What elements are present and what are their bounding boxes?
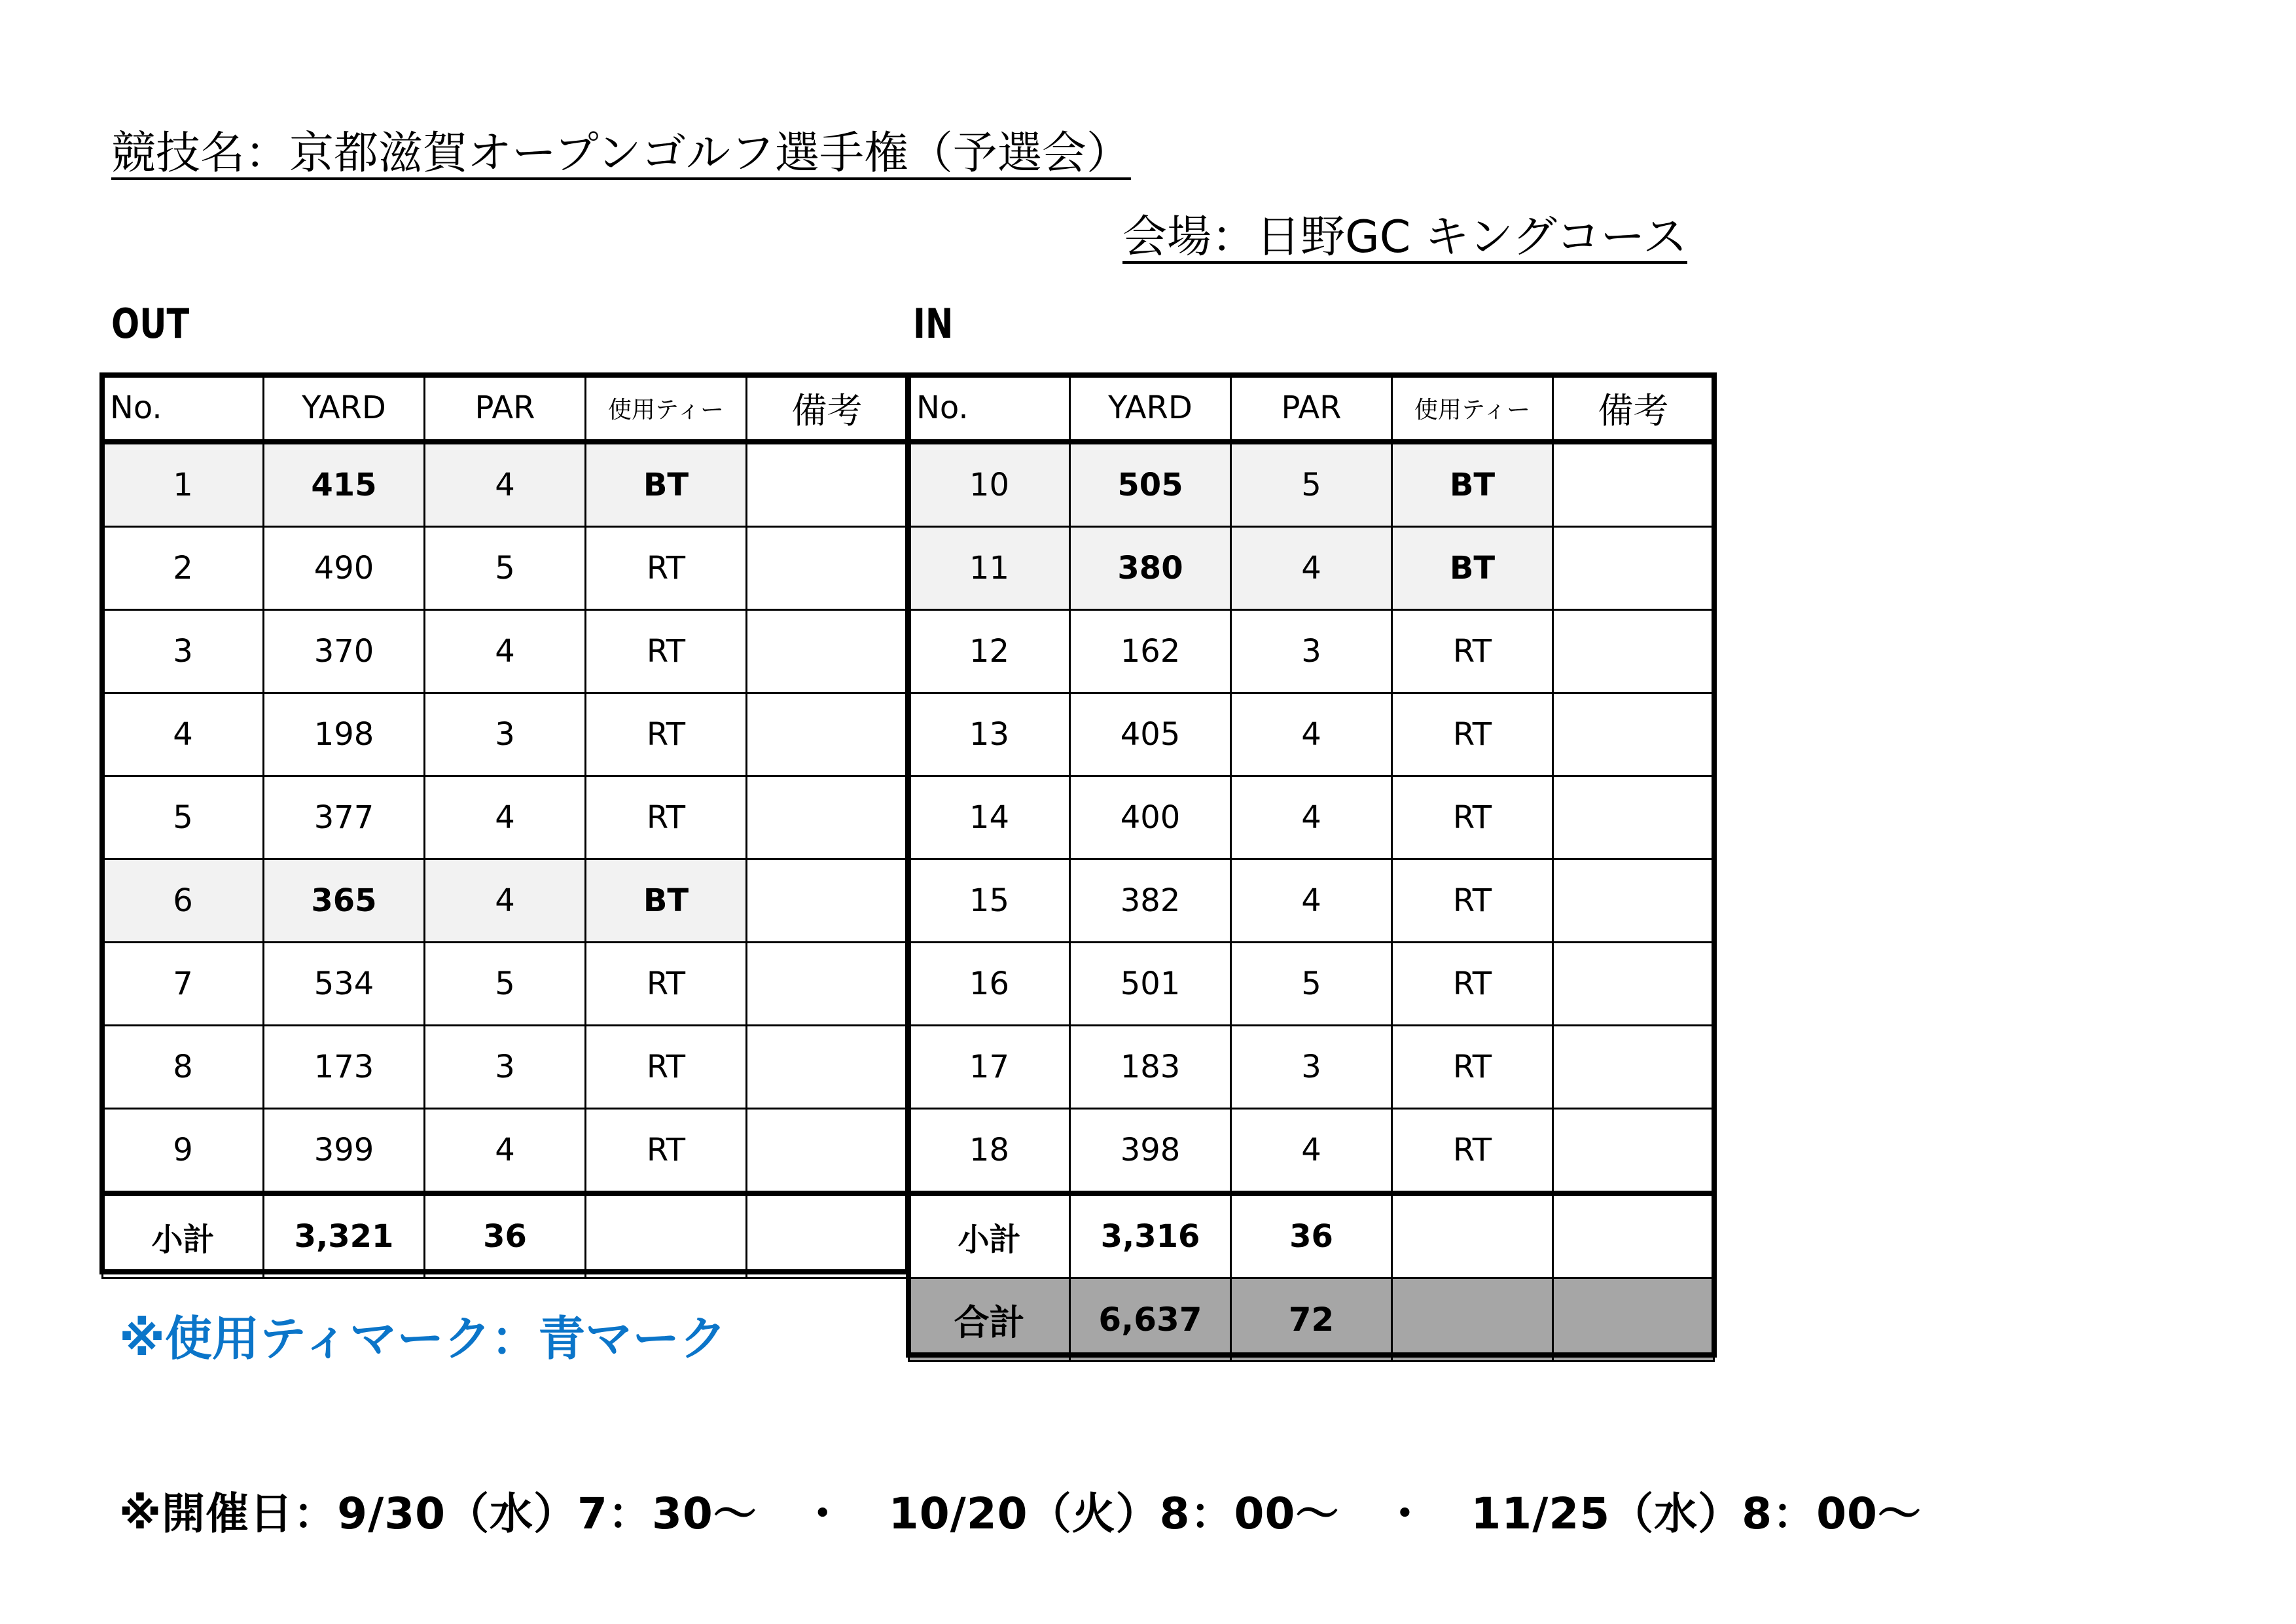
- total-tee: [1392, 1278, 1553, 1362]
- hole-note: [1553, 1026, 1714, 1109]
- hole-number: 11: [909, 527, 1070, 610]
- hole-number: 4: [103, 693, 264, 776]
- hole-par: 5: [1231, 943, 1392, 1026]
- hole-par: 4: [1231, 776, 1392, 859]
- hole-row: [909, 442, 1714, 527]
- hole-row: [909, 610, 1714, 693]
- table-header-row: [909, 376, 1714, 442]
- subtotal-yardage: 3,321: [264, 1193, 425, 1278]
- hole-note: [747, 1109, 908, 1194]
- hole-par: 3: [1231, 610, 1392, 693]
- out-section-label: OUT: [111, 300, 190, 348]
- out-scorecard-table: [101, 374, 908, 1279]
- hole-tee: BT: [586, 859, 747, 943]
- hole-note: [747, 776, 908, 859]
- col-header-yard: YARD: [264, 376, 425, 442]
- col-header-no: No.: [103, 376, 264, 442]
- hole-par: 4: [1231, 527, 1392, 610]
- hole-number: 13: [909, 693, 1070, 776]
- hole-tee: BT: [1392, 527, 1553, 610]
- hole-note: [1553, 943, 1714, 1026]
- col-header-no: No.: [909, 376, 1070, 442]
- tee-mark-note: ※使用ティマーク：青マーク: [119, 1311, 727, 1366]
- hole-yardage: 534: [264, 943, 425, 1026]
- hole-tee: RT: [1392, 1026, 1553, 1109]
- col-header-note: 備考: [747, 376, 908, 442]
- hole-tee: RT: [586, 943, 747, 1026]
- subtotal-yardage: 3,316: [1070, 1193, 1231, 1278]
- hole-tee: RT: [586, 693, 747, 776]
- col-header-note: 備考: [1553, 376, 1714, 442]
- hole-number: 6: [103, 859, 264, 943]
- hole-number: 1: [103, 442, 264, 527]
- in-scorecard-table: [908, 374, 1715, 1362]
- hole-par: 4: [425, 1109, 586, 1194]
- hole-row: [103, 1109, 908, 1194]
- hole-note: [1553, 442, 1714, 527]
- hole-row: [103, 610, 908, 693]
- hole-par: 5: [1231, 442, 1392, 527]
- hole-par: 4: [425, 442, 586, 527]
- total-yardage: 6,637: [1070, 1278, 1231, 1362]
- hole-yardage: 415: [264, 442, 425, 527]
- hole-par: 3: [1231, 1026, 1392, 1109]
- hole-tee: RT: [586, 776, 747, 859]
- hole-note: [1553, 1109, 1714, 1194]
- hole-number: 5: [103, 776, 264, 859]
- subtotal-par: 36: [425, 1193, 586, 1278]
- hole-row: [909, 693, 1714, 776]
- hole-yardage: 501: [1070, 943, 1231, 1026]
- subtotal-note: [1553, 1193, 1714, 1278]
- venue-label: 会場：日野GC キングコース: [1122, 211, 1687, 263]
- hole-row: [909, 943, 1714, 1026]
- hole-yardage: 198: [264, 693, 425, 776]
- hole-yardage: 490: [264, 527, 425, 610]
- hole-tee: RT: [1392, 776, 1553, 859]
- hole-yardage: 398: [1070, 1109, 1231, 1194]
- hole-yardage: 505: [1070, 442, 1231, 527]
- hole-yardage: 183: [1070, 1026, 1231, 1109]
- subtotal-label: 小計: [909, 1193, 1070, 1278]
- hole-note: [1553, 527, 1714, 610]
- hole-tee: BT: [1392, 442, 1553, 527]
- hole-row: [103, 943, 908, 1026]
- hole-yardage: 405: [1070, 693, 1231, 776]
- hole-number: 8: [103, 1026, 264, 1109]
- hole-row: [103, 1026, 908, 1109]
- hole-yardage: 382: [1070, 859, 1231, 943]
- hole-row: [909, 859, 1714, 943]
- hole-par: 4: [425, 610, 586, 693]
- total-par: 72: [1231, 1278, 1392, 1362]
- hole-note: [1553, 859, 1714, 943]
- subtotal-label: 小計: [103, 1193, 264, 1278]
- hole-number: 2: [103, 527, 264, 610]
- hole-number: 10: [909, 442, 1070, 527]
- hole-par: 4: [425, 776, 586, 859]
- hole-par: 3: [425, 1026, 586, 1109]
- subtotal-row: [909, 1193, 1714, 1278]
- hole-row: [103, 859, 908, 943]
- hole-tee: RT: [1392, 610, 1553, 693]
- hole-row: [909, 776, 1714, 859]
- hole-note: [1553, 776, 1714, 859]
- table-header-row: [103, 376, 908, 442]
- hole-row: [103, 693, 908, 776]
- hole-yardage: 162: [1070, 610, 1231, 693]
- total-note: [1553, 1278, 1714, 1362]
- col-header-par: PAR: [425, 376, 586, 442]
- hole-tee: RT: [586, 610, 747, 693]
- subtotal-par: 36: [1231, 1193, 1392, 1278]
- col-header-tee: 使用ティー: [586, 376, 747, 442]
- hole-number: 17: [909, 1026, 1070, 1109]
- col-header-yard: YARD: [1070, 376, 1231, 442]
- hole-yardage: 399: [264, 1109, 425, 1194]
- hole-row: [909, 1026, 1714, 1109]
- hole-number: 14: [909, 776, 1070, 859]
- total-label: 合計: [909, 1278, 1070, 1362]
- hole-number: 12: [909, 610, 1070, 693]
- col-header-tee: 使用ティー: [1392, 376, 1553, 442]
- hole-note: [1553, 610, 1714, 693]
- subtotal-tee: [1392, 1193, 1553, 1278]
- col-header-par: PAR: [1231, 376, 1392, 442]
- hole-number: 18: [909, 1109, 1070, 1194]
- total-row: [909, 1278, 1714, 1362]
- hole-par: 5: [425, 527, 586, 610]
- hole-tee: BT: [586, 442, 747, 527]
- hole-number: 7: [103, 943, 264, 1026]
- hole-tee: RT: [586, 527, 747, 610]
- hole-note: [747, 1026, 908, 1109]
- hole-yardage: 400: [1070, 776, 1231, 859]
- hole-par: 3: [425, 693, 586, 776]
- hole-yardage: 380: [1070, 527, 1231, 610]
- hole-note: [747, 527, 908, 610]
- hole-par: 5: [425, 943, 586, 1026]
- hole-par: 4: [1231, 859, 1392, 943]
- hole-yardage: 365: [264, 859, 425, 943]
- hole-yardage: 173: [264, 1026, 425, 1109]
- hole-row: [103, 527, 908, 610]
- hole-yardage: 377: [264, 776, 425, 859]
- subtotal-row: [103, 1193, 908, 1278]
- hole-tee: RT: [1392, 859, 1553, 943]
- hole-tee: RT: [1392, 1109, 1553, 1194]
- hole-row: [909, 527, 1714, 610]
- hole-number: 15: [909, 859, 1070, 943]
- hole-tee: RT: [1392, 693, 1553, 776]
- competition-title: 競技名：京都滋賀オープンゴルフ選手権（予選会）: [111, 128, 1131, 179]
- hole-number: 3: [103, 610, 264, 693]
- subtotal-tee: [586, 1193, 747, 1278]
- hole-row: [909, 1109, 1714, 1194]
- hole-note: [1553, 693, 1714, 776]
- hole-note: [747, 693, 908, 776]
- hole-par: 4: [425, 859, 586, 943]
- hole-row: [103, 776, 908, 859]
- hole-tee: RT: [1392, 943, 1553, 1026]
- hole-number: 16: [909, 943, 1070, 1026]
- hole-note: [747, 943, 908, 1026]
- hole-number: 9: [103, 1109, 264, 1194]
- hole-par: 4: [1231, 693, 1392, 776]
- hole-par: 4: [1231, 1109, 1392, 1194]
- hole-note: [747, 859, 908, 943]
- hole-tee: RT: [586, 1026, 747, 1109]
- hole-row: [103, 442, 908, 527]
- event-dates: ※開催日：9/30（水）7：30～ ・ 10/20（火）8：00～ ・ 11/25（水）8：00～: [119, 1489, 1922, 1539]
- subtotal-note: [747, 1193, 908, 1278]
- in-section-label: IN: [913, 300, 954, 348]
- hole-note: [747, 442, 908, 527]
- hole-yardage: 370: [264, 610, 425, 693]
- hole-note: [747, 610, 908, 693]
- hole-tee: RT: [586, 1109, 747, 1194]
